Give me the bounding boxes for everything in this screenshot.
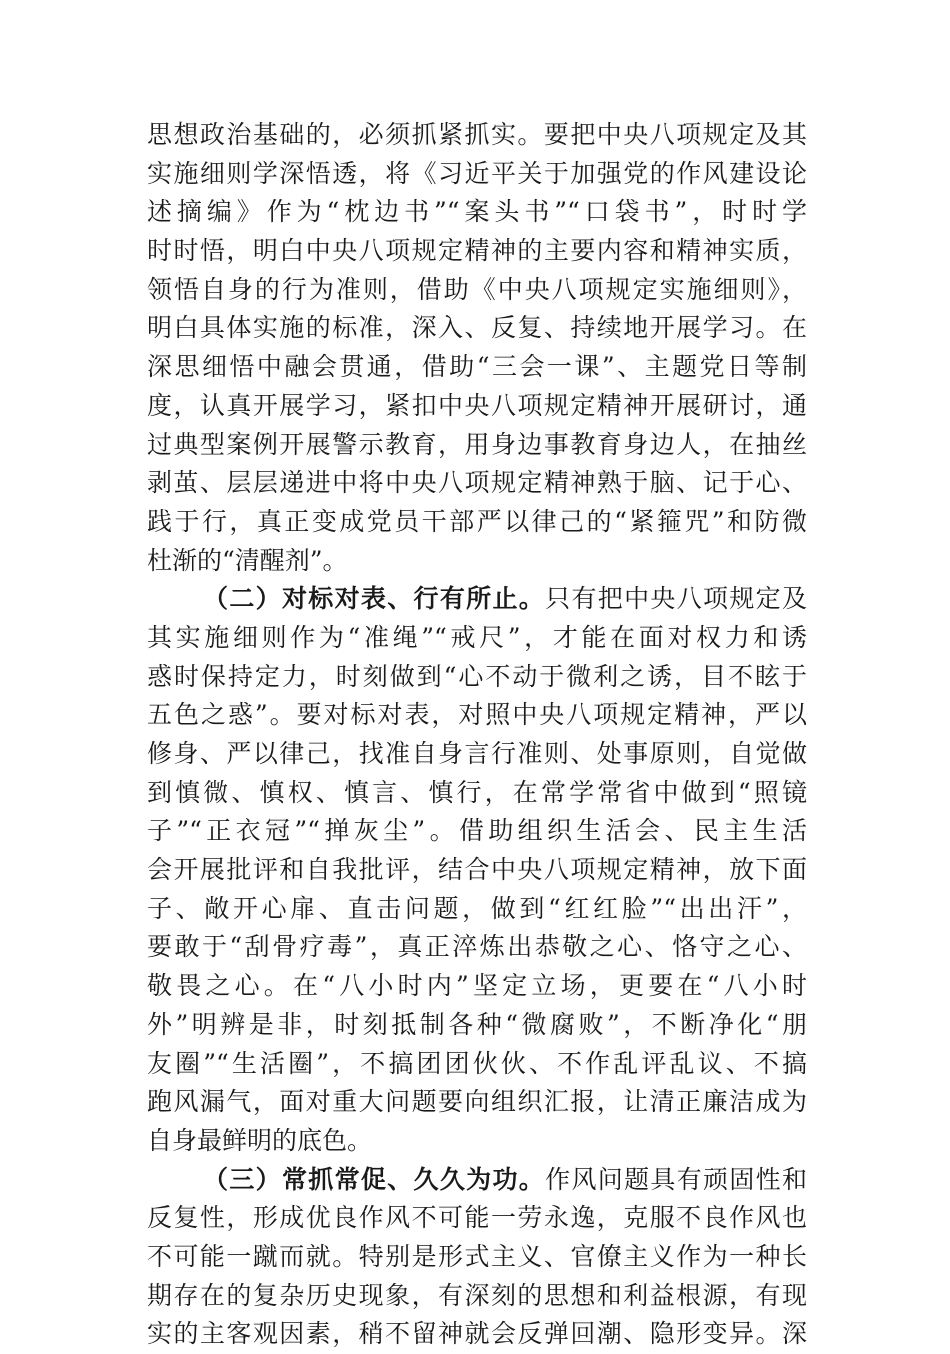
text-line: 子”“正衣冠”“掸灰尘”。借助组织生活会、民主生活 (147, 816, 807, 846)
section-first-line (147, 580, 807, 619)
text-line: 述摘编》作为“枕边书”“案头书”“口袋书”，时时学 (147, 197, 807, 227)
section-first-line (147, 1161, 807, 1200)
text-line: 跑风漏气，面对重大问题要向组织汇报，让清正廉洁成为 (147, 1087, 807, 1117)
text-line: 会开展批评和自我批评，结合中央八项规定精神，放下面 (147, 855, 807, 885)
text-line: 自身最鲜明的底色。 (147, 1125, 373, 1155)
text-line: 期存在的复杂历史现象，有深刻的思想和利益根源，有现 (147, 1280, 807, 1310)
text-line: 践于行，真正变成党员干部严以律己的“紧箍咒”和防微 (147, 506, 807, 536)
text-line: 五色之惑”。要对标对表，对照中央八项规定精神，严以 (147, 700, 807, 730)
section-heading: （三）常抓常促、久久为功。 (203, 1164, 546, 1194)
text-line: 敬畏之心。在“八小时内”坚定立场，更要在“八小时 (147, 971, 807, 1001)
text-line: 思想政治基础的，必须抓紧抓实。要把中央八项规定及其 (147, 120, 807, 149)
text-line: 修身、严以律己，找准自身言行准则、处事原则，自觉做 (147, 739, 807, 768)
text-line: 领悟自身的行为准则，借助《中央八项规定实施细则》， (147, 274, 807, 304)
text-line: 反复性，形成优良作风不可能一劳永逸，克服不良作风也 (147, 1203, 807, 1233)
text-line: 过典型案例开展警示教育，用身边事教育身边人，在抽丝 (147, 429, 807, 459)
text-line: 时时悟，明白中央八项规定精神的主要内容和精神实质， (147, 236, 807, 266)
body-text (147, 116, 807, 1354)
section-heading: （二）对标对表、行有所止。 (203, 584, 546, 614)
text-line: 到慎微、慎权、慎言、慎行，在常学常省中做到“照镜 (147, 777, 807, 807)
text-line: 度，认真开展学习，紧扣中央八项规定精神开展研讨，通 (147, 390, 807, 420)
text-line: 要敢于“刮骨疗毒”，真正淬炼出恭敬之心、恪守之心、 (147, 932, 807, 962)
text-run: 作风问题具有顽固性和 (545, 1164, 807, 1194)
text-line: 其实施细则作为“准绳”“戒尺”，才能在面对权力和诱 (147, 622, 807, 652)
text-run: 只有把中央八项规定及 (545, 584, 807, 614)
text-line: 不可能一蹴而就。特别是形式主义、官僚主义作为一种长 (147, 1241, 807, 1271)
text-line: 外”明辨是非，时刻抵制各种“微腐败”，不断净化“朋 (147, 1009, 807, 1039)
text-line: 杜渐的“清醒剂”。 (147, 545, 348, 575)
text-line: 子、敞开心扉、直击问题，做到“红红脸”“出出汗”， (147, 893, 807, 923)
text-line: 友圈”“生活圈”，不搞团团伙伙、不作乱评乱议、不搞 (147, 1048, 807, 1078)
text-line: 明白具体实施的标准，深入、反复、持续地开展学习。在 (147, 313, 807, 343)
text-line: 惑时保持定力，时刻做到“心不动于微利之诱，目不眩于 (147, 661, 807, 691)
text-line: 实的主客观因素，稍不留神就会反弹回潮、隐形变异。深 (147, 1319, 807, 1349)
text-line: 剥茧、层层递进中将中央八项规定精神熟于脑、记于心、 (147, 468, 807, 498)
text-line: 深思细悟中融会贯通，借助“三会一课”、主题党日等制 (147, 352, 807, 382)
text-line: 实施细则学深悟透，将《习近平关于加强党的作风建设论 (147, 158, 807, 188)
